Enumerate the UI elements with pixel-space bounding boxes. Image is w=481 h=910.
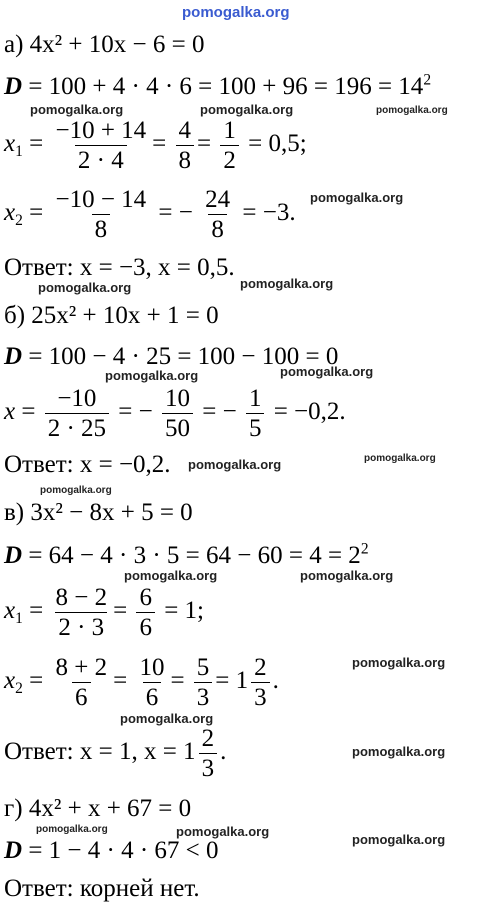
watermark: pomogalka.org [124, 568, 218, 583]
root-x1-v: $x_1$ = $\frac{8 - 2}{2 \cdot 3}$ = $\frac{6}{6}$ = 1; [4, 584, 204, 641]
equation-a: а) 4x² + 10x − 6 = 0 [4, 31, 205, 58]
root-x-b: x = $\frac{-10}{2 \cdot 25}$ = − $\frac{10}{50}$ = − $\frac{1}{5}$ = −0,2. [4, 385, 346, 442]
watermark: pomogalka.org [280, 364, 374, 379]
watermark: pomogalka.org [352, 744, 446, 759]
watermark: pomogalka.org [40, 485, 112, 496]
answer-b: Ответ: x = −0,2. [4, 451, 171, 478]
answer-g: Ответ: корней нет. [4, 875, 200, 902]
watermark: pomogalka.org [200, 102, 294, 117]
discriminant-v: $D = 64 - 4 \cdot 3 \cdot 5 = 64 - 60 = 4 = 2^2$ [4, 540, 369, 569]
fraction: $\frac{-10 - 14}{8}$ [55, 186, 147, 243]
root-x2-v: $x_2$ = $\frac{8 + 2}{6}$ = $\frac{10}{6}$ = $\frac{5}{3}$ = 1 $\frac{2}{3}$ . [4, 654, 279, 711]
watermark: pomogalka.org [30, 102, 124, 117]
root-x2-a: $x_2$ = $\frac{-10 - 14}{8}$ = − $\frac{24}{8}$ = −3. [4, 186, 296, 243]
watermark: pomogalka.org [105, 368, 199, 383]
watermark: pomogalka.org [182, 4, 290, 21]
fraction: $\frac{2}{3}$ [251, 655, 270, 710]
watermark: pomogalka.org [36, 824, 108, 835]
watermark: pomogalka.org [364, 453, 436, 464]
fraction: $\frac{5}{3}$ [194, 655, 213, 710]
watermark: pomogalka.org [120, 711, 214, 726]
discriminant-a: $D = 100 + 4 \cdot 4 \cdot 6 = 100 + 96 = 196 = 14^2$ [4, 71, 432, 100]
fraction: $\frac{10}{6}$ [139, 654, 165, 711]
watermark: pomogalka.org [188, 457, 282, 472]
watermark: pomogalka.org [300, 568, 394, 583]
fraction: $\frac{-10}{2 \cdot 25}$ [45, 386, 109, 441]
fraction: $\frac{8 - 2}{2 \cdot 3}$ [55, 584, 108, 641]
fraction: $\frac{24}{8}$ [205, 186, 231, 243]
fraction: $\frac{-10 + 14}{2 \cdot 4}$ [55, 117, 147, 174]
fraction: $\frac{4}{8}$ [176, 118, 195, 173]
discriminant-b: D = 100 − 4 · 25 = 100 − 100 = 0 [4, 343, 339, 370]
equation-b: б) 25x² + 10x + 1 = 0 [4, 302, 219, 329]
equation-v: в) 3x² − 8x + 5 = 0 [4, 499, 193, 526]
equation-g: г) 4x² + x + 67 = 0 [4, 795, 192, 822]
discriminant-g: D = 1 − 4 · 4 · 67 < 0 [4, 837, 219, 864]
fraction: $\frac{1}{2}$ [220, 118, 239, 173]
watermark: pomogalka.org [376, 105, 448, 116]
answer-v: Ответ: x = 1, x = 1 $\frac{2}{3}$ . [4, 725, 227, 782]
watermark: pomogalka.org [352, 655, 446, 670]
fraction: $\frac{10}{50}$ [162, 386, 193, 441]
answer-a: Ответ: x = −3, x = 0,5. [4, 254, 235, 281]
watermark: pomogalka.org [352, 832, 446, 847]
fraction: $\frac{2}{3}$ [199, 726, 218, 781]
fraction: $\frac{8 + 2}{6}$ [55, 654, 108, 711]
watermark: pomogalka.org [310, 190, 404, 205]
watermark: pomogalka.org [176, 824, 270, 839]
fraction: $\frac{1}{5}$ [246, 386, 265, 441]
equation-a-text: 4x² + 10x − 6 = 0 [29, 31, 205, 58]
watermark: pomogalka.org [240, 276, 334, 291]
watermark: pomogalka.org [38, 280, 132, 295]
fraction: $\frac{6}{6}$ [136, 585, 155, 640]
root-x1-a: $x_1$ = $\frac{-10 + 14}{2 \cdot 4}$ = $\frac{4}{8}$ = $\frac{1}{2}$ = 0,5; [4, 117, 307, 174]
